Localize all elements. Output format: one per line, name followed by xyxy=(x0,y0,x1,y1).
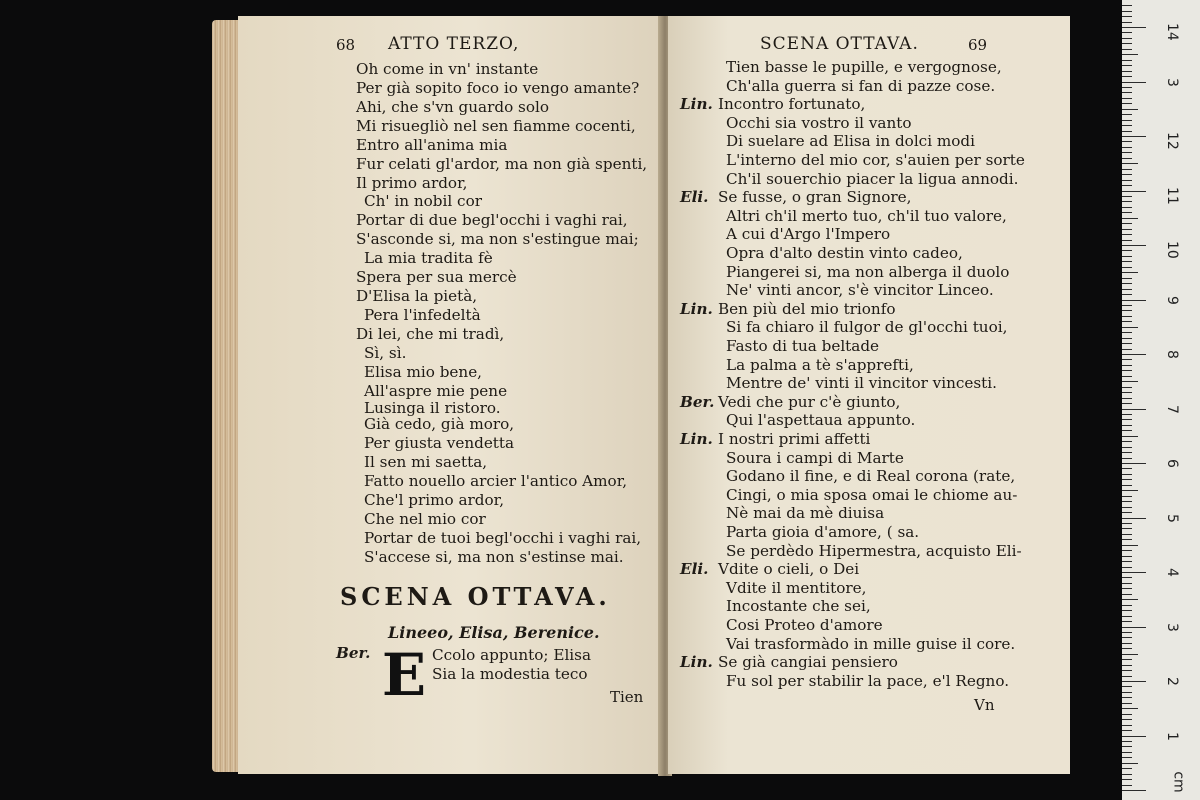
ruler-tick xyxy=(1122,583,1132,584)
ruler-tick xyxy=(1122,54,1138,55)
ruler-number: 9 xyxy=(1164,295,1180,305)
ruler-tick xyxy=(1122,785,1132,786)
verse-line: Ch'alla guerra si fan di pazze cose. xyxy=(726,76,996,95)
ruler-tick xyxy=(1122,681,1146,682)
ruler-tick xyxy=(1122,234,1132,235)
ruler-number: 12 xyxy=(1164,132,1180,150)
ruler-tick xyxy=(1122,43,1132,44)
verse-line: Se perdèdo Hipermestra, acquisto Eli- xyxy=(726,541,1022,560)
ruler-number: 11 xyxy=(1164,186,1180,205)
verse-line: A cui d'Argo l'Impero xyxy=(726,225,891,244)
measuring-ruler xyxy=(1122,0,1200,800)
verse-line: Ccolo appunto; Elisa xyxy=(432,646,592,664)
verse-line: Fur celati gl'ardor, ma non già spenti, xyxy=(356,155,648,173)
ruler-tick xyxy=(1122,512,1132,513)
ruler-tick xyxy=(1122,447,1132,448)
ruler-tick xyxy=(1122,392,1132,393)
ruler-tick xyxy=(1122,637,1132,638)
drop-capital: E xyxy=(381,641,427,709)
verse-line: Per giusta vendetta xyxy=(364,434,515,452)
ruler-tick xyxy=(1122,692,1132,693)
speaker-label: Lin. xyxy=(680,653,713,672)
ruler-tick xyxy=(1122,332,1132,333)
ruler-tick xyxy=(1122,267,1132,268)
ruler-number: 10 xyxy=(1164,241,1180,259)
ruler-tick xyxy=(1122,670,1132,671)
verse-line: Lusinga il ristoro. xyxy=(364,399,501,417)
ruler-tick xyxy=(1122,545,1138,546)
verse-line: Parta gioia d'amore, ( sa. xyxy=(726,523,920,541)
ruler-tick xyxy=(1122,725,1132,726)
ruler-number: 4 xyxy=(1164,568,1180,577)
ruler-tick xyxy=(1122,686,1132,687)
verse-line: Vdite o cieli, o Dei xyxy=(718,560,860,579)
ruler-tick xyxy=(1122,550,1132,551)
ruler-tick xyxy=(1122,697,1132,698)
verse-line: Piangerei si, ma non alberga il duolo xyxy=(726,262,1010,281)
ruler-tick xyxy=(1122,567,1132,568)
ruler-tick xyxy=(1122,294,1132,295)
ruler-tick xyxy=(1122,676,1132,677)
ruler-tick xyxy=(1122,16,1132,17)
ruler-tick xyxy=(1122,381,1138,382)
verse-line: Fasto di tua beltade xyxy=(726,337,880,355)
verse-line: Mi risuegliò nel sen fiamme cocenti, xyxy=(356,117,636,135)
catchword: Vn xyxy=(974,696,995,714)
ruler-number: 2 xyxy=(1164,677,1180,686)
speaker-label: Lin. xyxy=(680,430,713,448)
ruler-tick xyxy=(1122,82,1146,83)
ruler-tick xyxy=(1122,316,1132,317)
ruler-tick xyxy=(1122,152,1132,153)
ruler-tick xyxy=(1122,659,1132,660)
ruler-tick xyxy=(1122,605,1132,606)
ruler-tick xyxy=(1122,163,1138,164)
ruler-number: 14 xyxy=(1164,23,1180,41)
ruler-tick xyxy=(1122,741,1132,742)
ruler-tick xyxy=(1122,403,1132,404)
speaker-label: Lin. xyxy=(680,95,713,114)
verse-line: Portar di due begl'occhi i vaghi rai, xyxy=(356,211,628,229)
ruler-tick xyxy=(1122,125,1132,126)
verse-line: Per già sopito foco io vengo amante? xyxy=(356,79,640,97)
speaker-label: Eli. xyxy=(680,560,709,579)
ruler-tick xyxy=(1122,577,1132,578)
verse-line: Se fusse, o gran Signore, xyxy=(718,188,912,207)
verse-line: La palma a tè s'apprefti, xyxy=(726,355,914,374)
ruler-tick xyxy=(1122,185,1132,186)
ruler-tick xyxy=(1122,98,1132,99)
ruler-tick xyxy=(1122,474,1132,475)
ruler-tick xyxy=(1122,708,1138,709)
verse-line: Ahi, che s'vn guardo solo xyxy=(356,98,549,116)
verse-line: I nostri primi affetti xyxy=(718,430,871,448)
ruler-tick xyxy=(1122,349,1132,350)
ruler-tick xyxy=(1122,240,1132,241)
verse-line: Godano il fine, e di Real corona (rate, xyxy=(726,467,1016,486)
ruler-tick xyxy=(1122,599,1138,600)
ruler-tick xyxy=(1122,621,1132,622)
ruler-tick xyxy=(1122,71,1132,72)
verse-line: Di suelare ad Elisa in dolci modi xyxy=(726,132,975,151)
ruler-tick xyxy=(1122,109,1138,110)
ruler-tick xyxy=(1122,768,1132,769)
verse-line: D'Elisa la pietà, xyxy=(356,287,478,305)
ruler-tick xyxy=(1122,419,1132,420)
ruler-number: 7 xyxy=(1164,404,1180,414)
ruler-tick xyxy=(1122,458,1132,459)
ruler-tick xyxy=(1122,746,1132,747)
ruler-tick xyxy=(1122,616,1132,617)
ruler-tick xyxy=(1122,736,1146,737)
ruler-tick xyxy=(1122,370,1132,371)
ruler-tick xyxy=(1122,425,1132,426)
verse-line: Vedi che pur c'è giunto, xyxy=(718,392,901,411)
ruler-tick xyxy=(1122,518,1146,519)
ruler-tick xyxy=(1122,120,1132,121)
ruler-tick xyxy=(1122,648,1132,649)
verse-line: La mia tradita fè xyxy=(364,249,493,267)
verse-line: Spera per sua mercè xyxy=(356,268,517,286)
ruler-tick xyxy=(1122,343,1132,344)
ruler-tick xyxy=(1122,490,1138,491)
verse-line: Qui l'aspettaua appunto. xyxy=(726,411,916,430)
ruler-tick xyxy=(1122,87,1132,88)
verse-line: Fu sol per stabilir la pace, e'l Regno. xyxy=(726,671,1010,690)
ruler-tick xyxy=(1122,261,1132,262)
ruler-tick xyxy=(1122,5,1132,6)
verse-line: Cosi Proteo d'amore xyxy=(726,616,883,634)
ruler-tick xyxy=(1122,485,1132,486)
ruler-tick xyxy=(1122,441,1132,442)
ruler-tick xyxy=(1122,414,1132,415)
ruler-tick xyxy=(1122,60,1132,61)
ruler-unit-label: cm xyxy=(1170,771,1187,793)
ruler-tick xyxy=(1122,278,1132,279)
verse-line: Pera l'infedeltà xyxy=(364,306,481,324)
ruler-tick xyxy=(1122,665,1132,666)
ruler-tick xyxy=(1122,430,1132,431)
ruler-tick xyxy=(1122,256,1132,257)
verse-line: Ne' vinti ancor, s'è vincitor Linceo. xyxy=(726,281,994,300)
ruler-tick xyxy=(1122,452,1132,453)
ruler-number: 5 xyxy=(1164,513,1180,523)
verse-line: Già cedo, già moro, xyxy=(364,415,515,433)
catchword: Tien xyxy=(610,688,644,706)
ruler-tick xyxy=(1122,354,1146,355)
ruler-tick xyxy=(1122,387,1132,388)
ruler-tick xyxy=(1122,191,1146,192)
ruler-tick xyxy=(1122,158,1132,159)
ruler-tick xyxy=(1122,627,1146,628)
ruler-tick xyxy=(1122,610,1132,611)
ruler-tick xyxy=(1122,572,1146,573)
ruler-number: 6 xyxy=(1164,459,1180,468)
ruler-tick xyxy=(1122,757,1132,758)
verse-line: Elisa mio bene, xyxy=(364,363,483,381)
verse-line: L'interno del mio cor, s'auien per sorte xyxy=(726,151,1025,169)
ruler-tick xyxy=(1122,479,1132,480)
verse-line: Vdite il mentitore, xyxy=(726,578,867,597)
ruler-tick xyxy=(1122,76,1132,77)
verse-line: Ch'il souerchio piacer la ligua annodi. xyxy=(726,169,1019,188)
verse-line: Sia la modestia teco xyxy=(432,665,588,683)
verse-line: Mentre de' vinti il vincitor vincesti. xyxy=(726,374,997,393)
cast-list: Lineeo, Elisa, Berenice. xyxy=(388,623,600,642)
ruler-tick xyxy=(1122,763,1138,764)
left-page-header: ATTO TERZO, xyxy=(388,34,520,54)
ruler-tick xyxy=(1122,196,1132,197)
verse-line: Portar de tuoi begl'occhi i vaghi rai, xyxy=(364,529,642,547)
verse-line: Che nel mio cor xyxy=(364,510,486,528)
left-page-number: 68 xyxy=(336,36,356,54)
ruler-tick xyxy=(1122,539,1132,540)
ruler-tick xyxy=(1122,92,1132,93)
ruler-tick xyxy=(1122,774,1132,775)
ruler-number: 3 xyxy=(1164,622,1180,632)
verse-line: Soura i campi di Marte xyxy=(726,448,904,467)
verse-line: Ch' in nobil cor xyxy=(364,192,482,210)
verse-line: Se già cangiai pensiero xyxy=(718,653,898,672)
ruler-tick xyxy=(1122,436,1138,437)
ruler-tick xyxy=(1122,714,1132,715)
ruler-tick xyxy=(1122,310,1132,311)
verse-line: Nè mai da mè diuisa xyxy=(726,504,885,523)
ruler-tick xyxy=(1122,103,1132,104)
ruler-tick xyxy=(1122,321,1132,322)
ruler-tick xyxy=(1122,409,1146,410)
verse-line: Il sen mi saetta, xyxy=(364,453,488,471)
ruler-tick xyxy=(1122,136,1146,137)
ruler-tick xyxy=(1122,229,1132,230)
ruler-tick xyxy=(1122,703,1132,704)
speaker-label: Ber. xyxy=(680,392,715,411)
ruler-tick xyxy=(1122,212,1132,213)
ruler-tick xyxy=(1122,180,1132,181)
verse-line: S'accese si, ma non s'estinse mai. xyxy=(364,548,624,566)
verse-line: Il primo ardor, xyxy=(356,174,468,192)
ruler-tick xyxy=(1122,245,1146,246)
ruler-tick xyxy=(1122,468,1132,469)
verse-line: Che'l primo ardor, xyxy=(364,491,505,509)
ruler-tick xyxy=(1122,65,1132,66)
verse-line: Occhi sia vostro il vanto xyxy=(726,113,912,132)
ruler-tick xyxy=(1122,223,1132,224)
ruler-tick xyxy=(1122,147,1132,148)
ruler-tick xyxy=(1122,338,1132,339)
ruler-tick xyxy=(1122,32,1132,33)
open-book xyxy=(212,12,1072,780)
ruler-tick xyxy=(1122,207,1132,208)
verse-line: Entro all'anima mia xyxy=(356,136,508,154)
verse-line: Ben più del mio trionfo xyxy=(718,299,896,318)
ruler-tick xyxy=(1122,561,1132,562)
speaker-label: Ber. xyxy=(336,644,371,662)
ruler-tick xyxy=(1122,131,1132,132)
verse-line: Di lei, che mi tradì, xyxy=(356,325,505,343)
ruler-tick xyxy=(1122,779,1132,780)
ruler-tick xyxy=(1122,250,1132,251)
ruler-tick xyxy=(1122,272,1138,273)
ruler-tick xyxy=(1122,496,1132,497)
ruler-tick xyxy=(1122,289,1132,290)
ruler-tick xyxy=(1122,218,1138,219)
ruler-tick xyxy=(1122,719,1132,720)
ruler-tick xyxy=(1122,201,1132,202)
ruler-number: 1 xyxy=(1164,731,1180,741)
verse-line: Incontro fortunato, xyxy=(718,95,866,114)
ruler-tick xyxy=(1122,594,1132,595)
ruler-tick xyxy=(1122,38,1132,39)
verse-line: All'aspre mie pene xyxy=(364,382,508,400)
speaker-label: Eli. xyxy=(680,188,709,207)
ruler-tick xyxy=(1122,22,1132,23)
right-page-number: 69 xyxy=(968,36,988,54)
ruler-tick xyxy=(1122,507,1132,508)
left-page xyxy=(238,16,662,774)
ruler-tick xyxy=(1122,27,1146,28)
verse-line: Tien basse le pupille, e vergognose, xyxy=(726,58,1002,76)
verse-line: Vai trasformàdo in mille guise il core. xyxy=(726,634,1016,653)
verse-line: Altri ch'il merto tuo, ch'il tuo valore, xyxy=(726,206,1007,225)
ruler-number: 3 xyxy=(1164,77,1180,87)
ruler-tick xyxy=(1122,528,1132,529)
verse-line: Sì, sì. xyxy=(364,344,407,362)
ruler-tick xyxy=(1122,588,1132,589)
verse-line: Si fa chiaro il fulgor de gl'occhi tuoi, xyxy=(726,318,1008,337)
ruler-tick xyxy=(1122,305,1132,306)
ruler-tick xyxy=(1122,169,1132,170)
scene-title: SCENA OTTAVA. xyxy=(340,582,611,611)
ruler-tick xyxy=(1122,463,1146,464)
right-page-header: SCENA OTTAVA. xyxy=(760,34,919,54)
ruler-tick xyxy=(1122,790,1146,791)
ruler-tick xyxy=(1122,632,1132,633)
right-page xyxy=(668,16,1070,774)
ruler-tick xyxy=(1122,376,1132,377)
ruler-number: 8 xyxy=(1164,350,1180,359)
verse-line: Oh come in vn' instante xyxy=(356,60,539,78)
ruler-tick xyxy=(1122,501,1132,502)
ruler-tick xyxy=(1122,141,1132,142)
speaker-label: Lin. xyxy=(680,299,713,318)
ruler-tick xyxy=(1122,300,1146,301)
verse-line: Cingi, o mia sposa omai le chiome au- xyxy=(726,485,1018,504)
ruler-tick xyxy=(1122,730,1132,731)
ruler-tick xyxy=(1122,174,1132,175)
verse-line: Fatto nouello arcier l'antico Amor, xyxy=(364,472,628,490)
ruler-tick xyxy=(1122,283,1132,284)
ruler-tick xyxy=(1122,327,1138,328)
verse-line: S'asconde si, ma non s'estingue mai; xyxy=(356,230,639,248)
verse-line: Incostante che sei, xyxy=(726,597,871,616)
ruler-tick xyxy=(1122,523,1132,524)
ruler-tick xyxy=(1122,114,1132,115)
ruler-tick xyxy=(1122,49,1132,50)
verse-line: Opra d'alto destin vinto cadeo, xyxy=(726,244,963,262)
ruler-tick xyxy=(1122,359,1132,360)
ruler-tick xyxy=(1122,534,1132,535)
ruler-tick xyxy=(1122,365,1132,366)
ruler-tick xyxy=(1122,11,1132,12)
ruler-tick xyxy=(1122,556,1132,557)
ruler-tick xyxy=(1122,752,1132,753)
ruler-tick xyxy=(1122,654,1138,655)
ruler-tick xyxy=(1122,398,1132,399)
ruler-tick xyxy=(1122,643,1132,644)
